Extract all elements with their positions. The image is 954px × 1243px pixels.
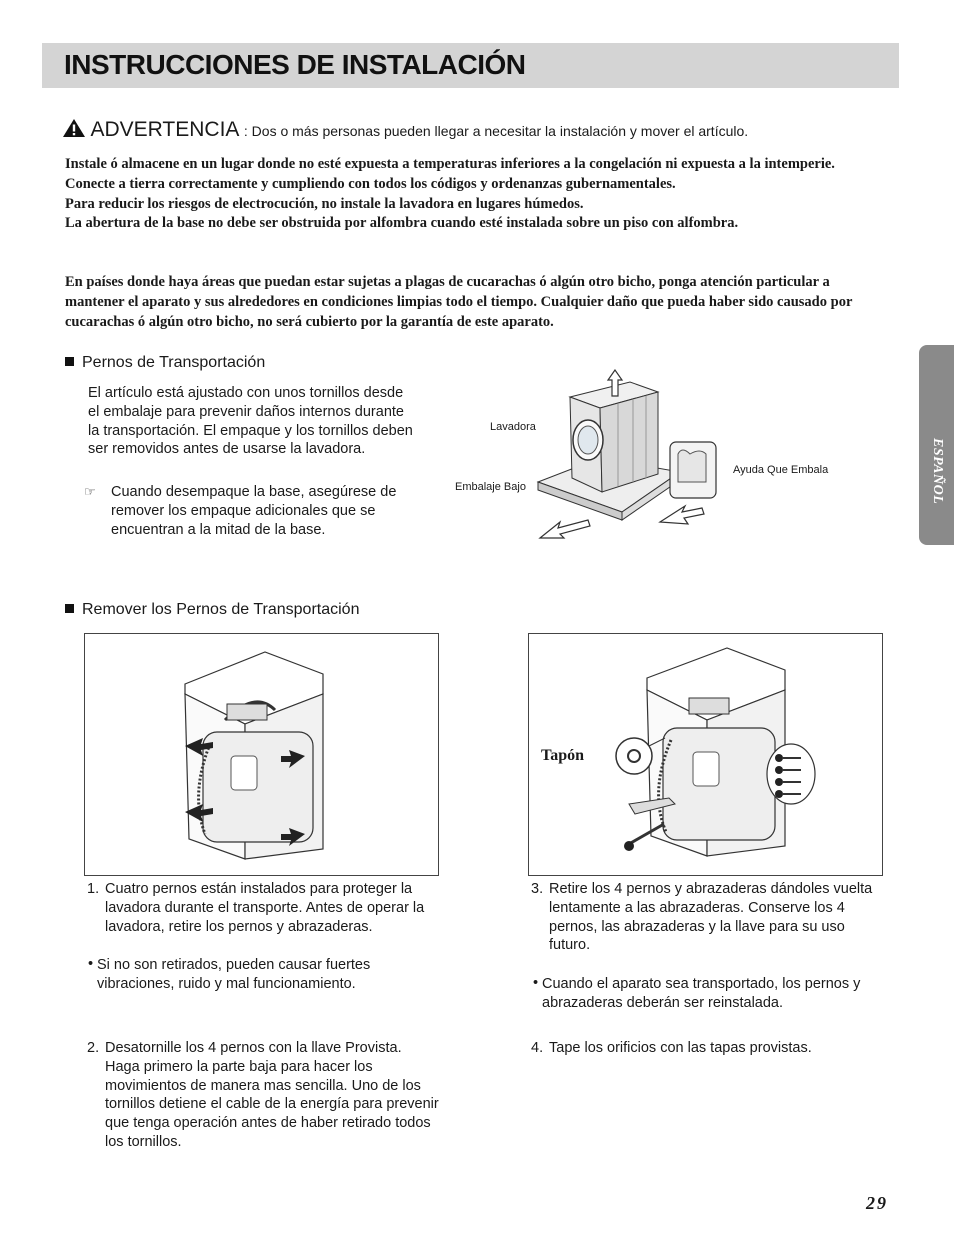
base-label: Embalaje Bajo — [455, 481, 526, 493]
step-3: 3. Retire los 4 pernos y abrazaderas dándoles vuelta lentamente a las abrazaderas. Conserve los 4 pernos, las abrazaderas y la llave para su uso futuro. — [531, 881, 873, 954]
safety-block — [65, 155, 875, 234]
language-tab — [919, 345, 954, 545]
page-number: 29 — [866, 1193, 888, 1213]
remove-section-heading: Remover los Pernos de Transportación — [65, 601, 359, 619]
safety-line: La abertura de la base no debe ser obstruida por alfombra cuando esté instalada sobre un piso con alfombra. — [65, 215, 739, 232]
warning-line — [62, 118, 748, 142]
unpacking-illustration — [530, 362, 740, 542]
safety-line: Conecte a tierra correctamente y cumpliendo con todos los códigos y ordenanzas gubernamentales. — [65, 175, 676, 192]
transport-text: El artículo está ajustado con unos tornillos desde el embalaje para prevenir daños internos durante la transportación. El empaque y los tornillos deben ser removidos antes de usarse la lavadora. — [88, 385, 413, 458]
page-title: INSTRUCCIONES DE INSTALACIÓN — [64, 49, 526, 80]
step-1: 1. Cuatro pernos están instalados para proteger la lavadora durante el transporte. Antes de operar la lavadora, retire los pernos y abrazaderas. — [87, 881, 425, 935]
language-tab-label: ESPAÑOL — [930, 438, 945, 505]
pest-note-block — [65, 273, 875, 332]
safety-line: Instale ó almacene en un lugar donde no esté expuesta a temperaturas inferiores a la congelación ni expuesta a la intemperie. — [65, 156, 835, 172]
title-bar — [42, 43, 899, 88]
bolt-removal-figure — [528, 633, 883, 876]
square-bullet-icon — [65, 357, 74, 366]
pointing-hand-icon: ☞ — [84, 484, 96, 499]
safety-line: Para reducir los riesgos de electrocución, no instale la lavadora en lugares húmedos. — [65, 195, 584, 212]
warning-triangle-icon — [62, 118, 86, 138]
step-2: 2. Desatornille los 4 pernos con la llave Provista. Haga primero la parte baja para hacer los movimientos de manera mas sencilla. Uno de los tornillos detiene el cable de la energía para prevenir que tenga operación antes de haber retirado todos los tornillos. — [87, 1040, 439, 1150]
bullet-note: • Cuando el aparato sea transportado, los pernos y abrazaderas deberán ser reinstalada. — [533, 975, 861, 1011]
warning-label: ADVERTENCIA — [90, 118, 240, 141]
helper-label: Ayuda Que Embala — [733, 464, 829, 476]
warning-text: : Dos o más personas pueden llegar a necesitar la instalación y mover el artículo. — [243, 123, 749, 139]
square-bullet-icon — [65, 604, 74, 613]
washer-label: Lavadora — [490, 421, 536, 433]
transport-section-heading: Pernos de Transportación — [65, 354, 265, 372]
bullet-note: • Si no son retirados, pueden causar fuertes vibraciones, ruido y mal funcionamiento. — [88, 956, 371, 992]
step-4: 4. Tape los orificios con las tapas provistas. — [531, 1040, 812, 1056]
washer-rear-illustration — [85, 634, 438, 875]
cap-label: Tapón — [541, 747, 584, 764]
transport-note: ☞ Cuando desempaque la base, asegúrese de remover los empaque adicionales que se encuentran a la mitad de la base. — [84, 484, 397, 538]
bolt-location-figure — [84, 633, 439, 876]
pest-note: En países donde haya áreas que puedan estar sujetas a plagas de cucarachas ó algún otro bicho, ponga atención particular a mantener el aparato y sus alrededores en condiciones limpias todo el tiempo. Cualquier daño que pueda haber sido causado por cucarachas ó algún otro bicho, no será cubierto por la garantía de este aparato. — [65, 274, 853, 330]
